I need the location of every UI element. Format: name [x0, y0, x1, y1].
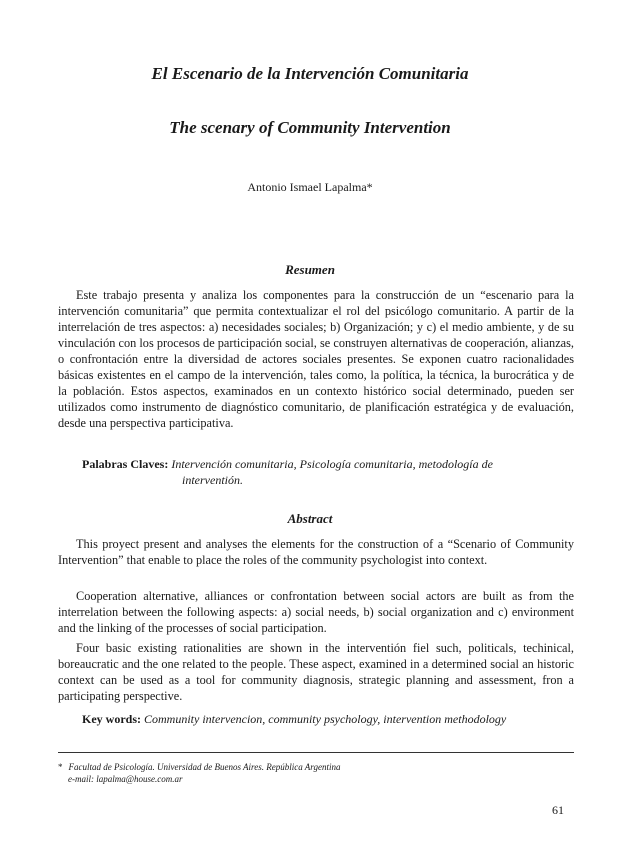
footnote-divider [58, 752, 574, 753]
abstract-paragraph-2: Cooperation alternative, alliances or confrontation between social actors are built as from the interrelation between the following aspects: a) social needs, b) social organization and c) environment and the linking of the processes of social participation. [58, 589, 574, 635]
title-spanish: El Escenario de la Intervención Comunitaria [151, 64, 469, 83]
key-words [82, 711, 582, 727]
abstract-paragraph-3: Four basic existing rationalities are shown in the interventión fiel such, politicals, techinical, boreaucratic and the one related to the people. These aspect, examined in a determined social an historic context can be used as a tool for community diagnosis, strategic planning and assessment, fron a participating perspective. [58, 641, 574, 703]
page-number: 61 [552, 803, 564, 817]
palabras-claves-text-cont: interventión. [182, 473, 243, 487]
abstract-heading: Abstract [287, 511, 333, 526]
footnote-marker: * [58, 762, 63, 772]
author-name: Antonio Ismael Lapalma* [247, 180, 373, 194]
abstract-paragraph-1: This proyect present and analyses the elements for the construction of a “Scenario of Community Intervention” that enable to place the roles of the community psychologist into context. [58, 537, 574, 567]
palabras-claves [82, 456, 562, 488]
title-english: The scenary of Community Intervention [169, 118, 451, 137]
footnote-affiliation: Facultad de Psicología. Universidad de Buenos Aires. República Argentina [68, 762, 341, 772]
palabras-claves-text: Intervención comunitaria, Psicología comunitaria, metodología de [171, 457, 493, 471]
key-words-text: Community intervencion, community psychology, intervention methodology [144, 712, 507, 726]
footnote-email: e-mail: lapalma@house.com.ar [68, 774, 183, 784]
key-words-label: Key words: [82, 712, 141, 726]
resumen-paragraph: Este trabajo presenta y analiza los componentes para la construcción de un “escenario para la intervención comunitaria” que permita contextualizar el rol del psicólogo comunitario. A partir de la interrelación de tres aspectos: a) necesidades sociales; b) Organización; y c) el medio ambiente, y de su vinculación con los procesos de participación social, se construyen alternativas de cooperación, alianzas, o confrontación entre la diversidad de actores sociales presentes. Se exponen cuatro racionalidades básicas existentes en el campo de la intervención, tales como, la política, la técnica, la burocrática y de la población. Estos aspectos, examinados en un contexto histórico social determinado, pueden ser utilizados como instrumento de diagnóstico comunitario, de planificación estratégica y de evaluación, desde una perspectiva participativa. [58, 288, 574, 430]
resumen-heading: Resumen [285, 262, 335, 277]
palabras-claves-label: Palabras Claves: [82, 457, 169, 471]
footnote [58, 761, 458, 785]
